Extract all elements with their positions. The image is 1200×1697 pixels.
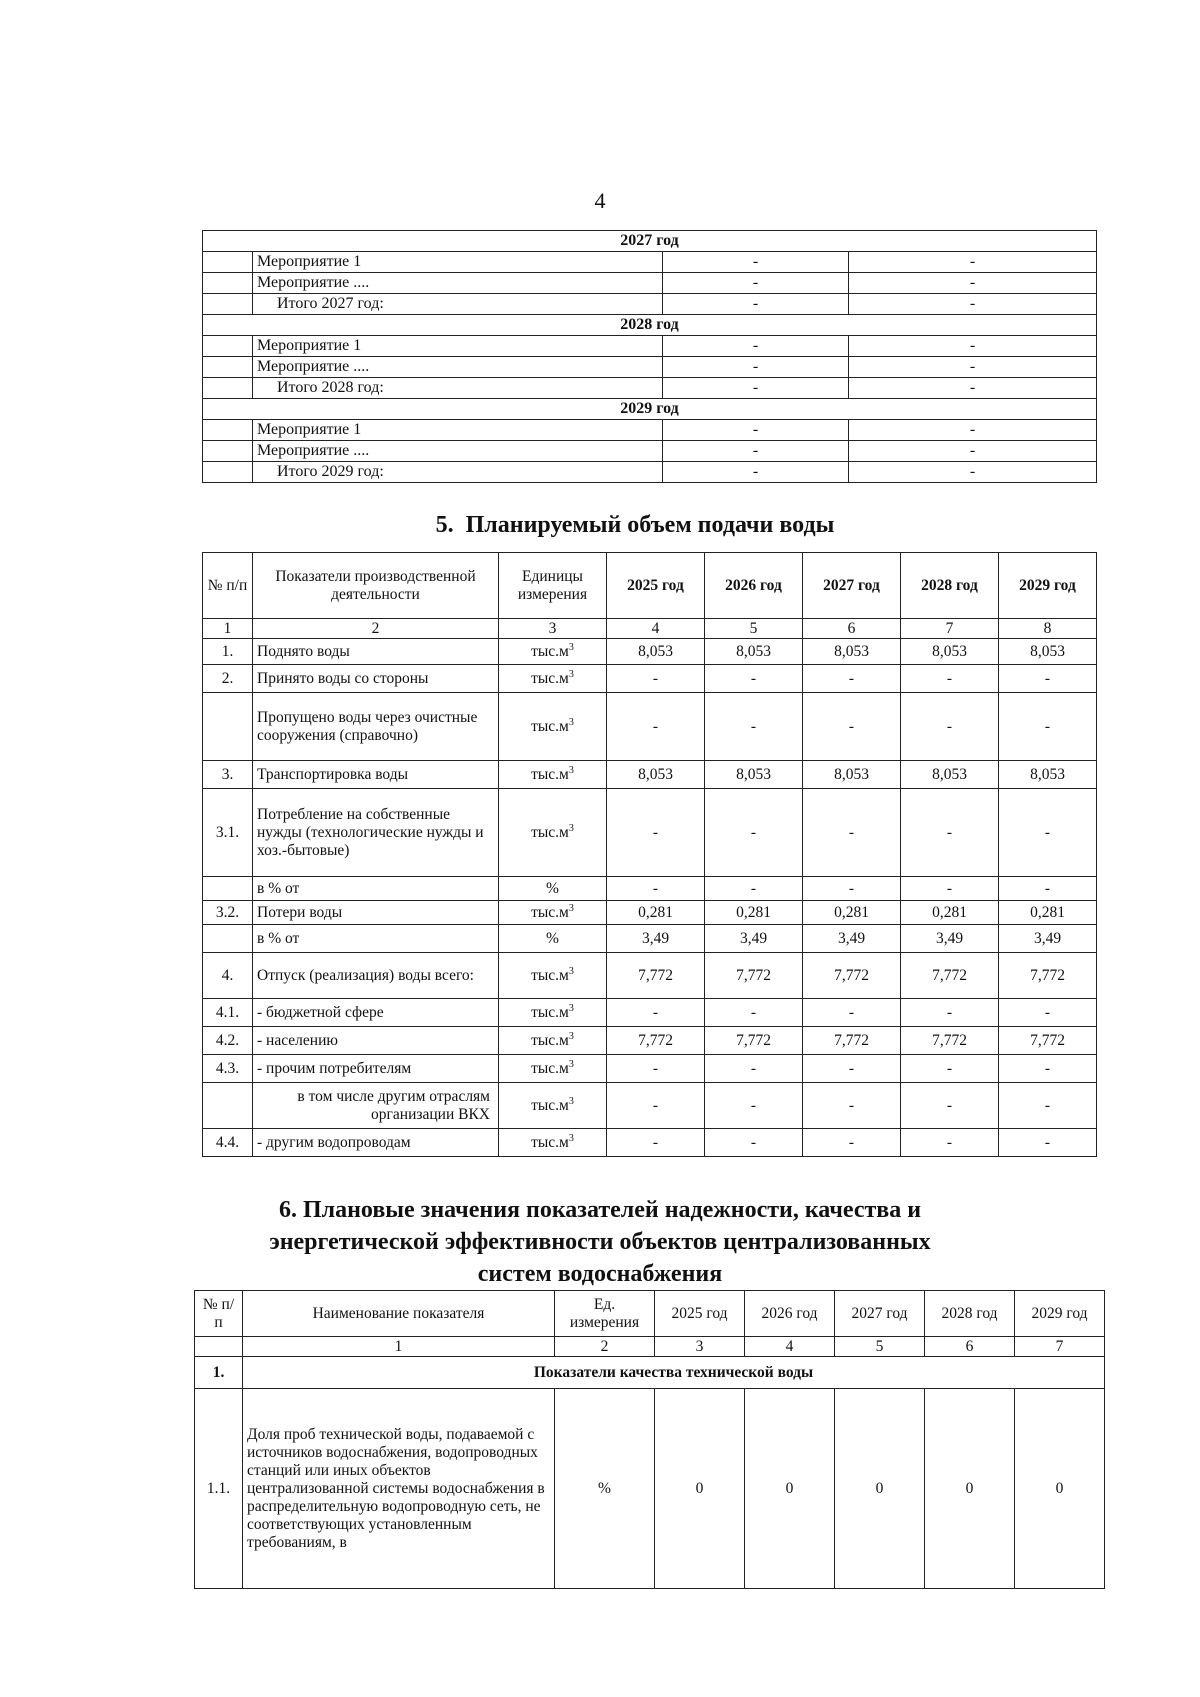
table-row [203,1055,1097,1083]
column-number: 3 [655,1337,745,1357]
year-heading: 2027 год [203,231,1097,252]
row-number: 4. [203,953,253,999]
unit-superscript: 3 [568,1095,574,1107]
indicator-name: в том числе другим отраслям организации ВКХ [253,1083,499,1129]
table-row [203,953,1097,999]
year-value: 8,053 [705,761,803,789]
year-value: 0,281 [901,901,999,925]
year-value: - [901,1055,999,1083]
column-header: Единицы измерения [499,553,607,619]
year-value: - [901,1129,999,1157]
row-number: 3.2. [203,901,253,925]
year-value: 3,49 [901,925,999,953]
unit: $тыс.м^3$ [499,1027,607,1055]
event-number-cell [203,378,253,399]
year-value: - [999,1129,1097,1157]
year-value: 0 [835,1389,925,1589]
event-value: - [663,294,849,315]
column-header: 2025 год [607,553,705,619]
year-value: 0 [655,1389,745,1589]
year-value: - [901,789,999,877]
table-row [203,1027,1097,1055]
table-row [203,1129,1097,1157]
header-row [195,1291,1105,1337]
indicator-name: Доля проб технической воды, подаваемой с источников водоснабжения, водопроводных станций или иных объектов централизованной системы водоснабжения в распределительную водопроводную сеть, не соответствующих установленным требованиям, в [243,1389,555,1589]
event-value: - [849,252,1097,273]
row-number: 3.1. [203,789,253,877]
section-5-number: 5. [435,512,454,538]
column-number: 7 [901,619,999,639]
event-label: Мероприятие .... [253,357,663,378]
event-label: Мероприятие 1 [253,252,663,273]
indicator-name: - другим водопроводам [253,1129,499,1157]
column-number [195,1337,243,1357]
year-value: - [705,1129,803,1157]
table-row [203,925,1097,953]
column-number: 1 [203,619,253,639]
event-value: - [663,336,849,357]
year-row [203,399,1097,420]
year-value: - [705,665,803,693]
year-value: - [803,999,901,1027]
year-value: 8,053 [803,639,901,665]
group-row [195,1357,1105,1389]
unit: $тыс.м^3$ [499,953,607,999]
year-value: 7,772 [607,953,705,999]
event-row [203,336,1097,357]
event-label: Мероприятие 1 [253,420,663,441]
year-value: - [607,877,705,901]
year-value: - [705,693,803,761]
event-number-cell [203,273,253,294]
unit: $тыс.м^3$ [499,901,607,925]
column-number: 6 [803,619,901,639]
indicator-name: - бюджетной сфере [253,999,499,1027]
event-value: - [849,273,1097,294]
event-number-cell [203,252,253,273]
event-label: Итого 2027 год: [253,294,663,315]
row-number [203,925,253,953]
year-value: - [901,877,999,901]
year-value: - [705,999,803,1027]
table-row [203,1083,1097,1129]
event-value: - [849,357,1097,378]
year-value: - [705,1055,803,1083]
indicator-name: - прочим потребителям [253,1055,499,1083]
year-value: 0,281 [803,901,901,925]
event-value: - [663,378,849,399]
year-value: - [705,789,803,877]
column-header: 2025 год [655,1291,745,1337]
column-header: 2027 год [803,553,901,619]
unit-superscript: 3 [568,716,574,728]
year-value: 7,772 [901,1027,999,1055]
event-row [203,378,1097,399]
year-value: 8,053 [999,639,1097,665]
event-value: - [663,420,849,441]
year-value: 7,772 [705,1027,803,1055]
column-header: 2026 год [705,553,803,619]
year-value: - [803,665,901,693]
unit: $тыс.м^3$ [499,1129,607,1157]
table-row [203,761,1097,789]
unit-superscript: 3 [568,764,574,776]
event-number-cell [203,294,253,315]
section-5-title [35,512,1200,539]
event-value: - [663,441,849,462]
event-row [203,420,1097,441]
year-value: - [999,1083,1097,1129]
event-value: - [849,294,1097,315]
row-number [203,1083,253,1129]
indicator-name: Потребление на собственные нужды (технологические нужды и хоз.-бытовые) [253,789,499,877]
event-number-cell [203,336,253,357]
unit: $тыс.м^3$ [499,761,607,789]
event-number-cell [203,462,253,483]
event-row [203,357,1097,378]
unit-superscript: 3 [568,965,574,977]
year-value: - [607,693,705,761]
unit: $тыс.м^3$ [499,1083,607,1129]
section-6-title-line1: 6. Плановые значения показателей надежности, качества и [278,1197,922,1223]
year-heading: 2028 год [203,315,1097,336]
year-value: - [803,877,901,901]
year-value: - [803,789,901,877]
year-value: - [999,877,1097,901]
year-value: - [803,1083,901,1129]
year-value: - [607,1055,705,1083]
year-value: 0,281 [705,901,803,925]
indicator-name: Поднято воды [253,639,499,665]
event-row [203,294,1097,315]
indicators-table [194,1290,1105,1589]
event-row [203,252,1097,273]
water-supply-table [202,552,1097,1157]
row-number: 3. [203,761,253,789]
year-value: - [705,1083,803,1129]
year-value: - [607,999,705,1027]
row-number [203,693,253,761]
table-row [203,999,1097,1027]
row-number: 4.2. [203,1027,253,1055]
unit: $тыс.м^3$ [499,639,607,665]
group-label: Показатели качества технической воды [243,1357,1105,1389]
year-value: - [705,877,803,901]
year-value: 8,053 [901,639,999,665]
event-row [203,462,1097,483]
column-header: 2029 год [999,553,1097,619]
event-row [203,273,1097,294]
column-number-row [195,1337,1105,1357]
year-value: - [607,789,705,877]
year-value: 3,49 [803,925,901,953]
year-value: - [901,999,999,1027]
year-value: 0,281 [607,901,705,925]
column-number: 1 [243,1337,555,1357]
year-row [203,231,1097,252]
unit-superscript: 3 [568,902,574,914]
events-table [202,230,1097,483]
column-header: 2029 год [1015,1291,1105,1337]
year-value: 8,053 [705,639,803,665]
year-value: 8,053 [803,761,901,789]
unit: $тыс.м^3$ [499,789,607,877]
column-number: 6 [925,1337,1015,1357]
event-label: Итого 2029 год: [253,462,663,483]
year-value: - [901,665,999,693]
event-label: Мероприятие 1 [253,336,663,357]
unit-superscript: 3 [568,822,574,834]
event-value: - [849,462,1097,483]
year-value: - [607,1129,705,1157]
year-value: - [999,665,1097,693]
year-value: 7,772 [705,953,803,999]
indicator-name: Транспортировка воды [253,761,499,789]
group-number: 1. [195,1357,243,1389]
event-label: Мероприятие .... [253,273,663,294]
table-row [203,693,1097,761]
year-value: 0,281 [999,901,1097,925]
year-value: - [803,1129,901,1157]
column-number: 7 [1015,1337,1105,1357]
column-header: № п/п [195,1291,243,1337]
event-label: Итого 2028 год: [253,378,663,399]
column-number: 5 [705,619,803,639]
year-value: 3,49 [607,925,705,953]
unit: $тыс.м^3$ [499,999,607,1027]
year-value: 3,49 [999,925,1097,953]
unit-superscript: 3 [568,641,574,653]
year-value: - [999,693,1097,761]
year-value: 7,772 [803,953,901,999]
year-row [203,315,1097,336]
event-value: - [663,357,849,378]
event-value: - [849,378,1097,399]
section-6-title-line3: систем водоснабжения [477,1261,723,1287]
event-value: - [849,441,1097,462]
year-value: - [999,789,1097,877]
row-number: 2. [203,665,253,693]
year-value: 8,053 [607,761,705,789]
row-number: 4.4. [203,1129,253,1157]
unit-superscript: 3 [568,1030,574,1042]
row-number: 4.3. [203,1055,253,1083]
year-value: 8,053 [901,761,999,789]
year-value: 8,053 [607,639,705,665]
unit: $тыс.м^3$ [499,1055,607,1083]
unit: % [499,877,607,901]
event-value: - [849,420,1097,441]
year-value: - [901,1083,999,1129]
event-label: Мероприятие .... [253,441,663,462]
column-header: № п/п [203,553,253,619]
year-value: - [803,693,901,761]
year-value: 7,772 [607,1027,705,1055]
unit: $тыс.м^3$ [499,693,607,761]
year-value: 3,49 [705,925,803,953]
column-number: 4 [745,1337,835,1357]
column-number: 2 [253,619,499,639]
unit-superscript: 3 [568,1132,574,1144]
year-value: - [901,693,999,761]
column-number: 5 [835,1337,925,1357]
table-row [203,877,1097,901]
indicator-name: - населению [253,1027,499,1055]
event-number-cell [203,441,253,462]
unit: $тыс.м^3$ [499,665,607,693]
section-6-title-line2: энергетической эффективности объектов централизованных [269,1229,931,1255]
table-row [203,789,1097,877]
event-value: - [663,273,849,294]
column-header: 2028 год [901,553,999,619]
year-value: 0 [925,1389,1015,1589]
row-number: 1. [203,639,253,665]
column-header: 2027 год [835,1291,925,1337]
column-header: 2028 год [925,1291,1015,1337]
event-value: - [849,336,1097,357]
year-value: 7,772 [803,1027,901,1055]
section-6-title [0,1194,1200,1290]
column-number: 2 [555,1337,655,1357]
event-row [203,441,1097,462]
year-value: - [803,1055,901,1083]
indicator-name: в % от [253,877,499,901]
column-header: Наименование показателя [243,1291,555,1337]
year-value: - [999,999,1097,1027]
indicator-name: Потери воды [253,901,499,925]
indicator-name: Пропущено воды через очистные сооружения (справочно) [253,693,499,761]
year-value: - [999,1055,1097,1083]
year-value: 7,772 [999,1027,1097,1055]
header-row [203,553,1097,619]
unit-superscript: 3 [568,668,574,680]
column-number: 3 [499,619,607,639]
table-row [203,665,1097,693]
event-number-cell [203,420,253,441]
row-number: 1.1. [195,1389,243,1589]
column-header: Показатели производственной деятельности [253,553,499,619]
page-number: 4 [594,188,606,213]
column-header: 2026 год [745,1291,835,1337]
event-value: - [663,252,849,273]
year-value: 7,772 [999,953,1097,999]
year-value: - [607,1083,705,1129]
table-row [203,639,1097,665]
column-number: 4 [607,619,705,639]
row-number [203,877,253,901]
column-number: 8 [999,619,1097,639]
table-row [203,901,1097,925]
event-number-cell [203,357,253,378]
section-5-heading: Планируемый объем подачи воды [465,512,835,538]
unit-superscript: 3 [568,1058,574,1070]
unit: % [499,925,607,953]
table-row [195,1389,1105,1589]
event-value: - [663,462,849,483]
indicator-name: в % от [253,925,499,953]
year-value: - [607,665,705,693]
year-value: 7,772 [901,953,999,999]
row-number: 4.1. [203,999,253,1027]
indicator-name: Принято воды со стороны [253,665,499,693]
column-header: Ед. измерения [555,1291,655,1337]
year-heading: 2029 год [203,399,1097,420]
column-number-row [203,619,1097,639]
year-value: 0 [745,1389,835,1589]
unit-superscript: 3 [568,1002,574,1014]
unit: % [555,1389,655,1589]
year-value: 0 [1015,1389,1105,1589]
year-value: 8,053 [999,761,1097,789]
indicator-name: Отпуск (реализация) воды всего: [253,953,499,999]
